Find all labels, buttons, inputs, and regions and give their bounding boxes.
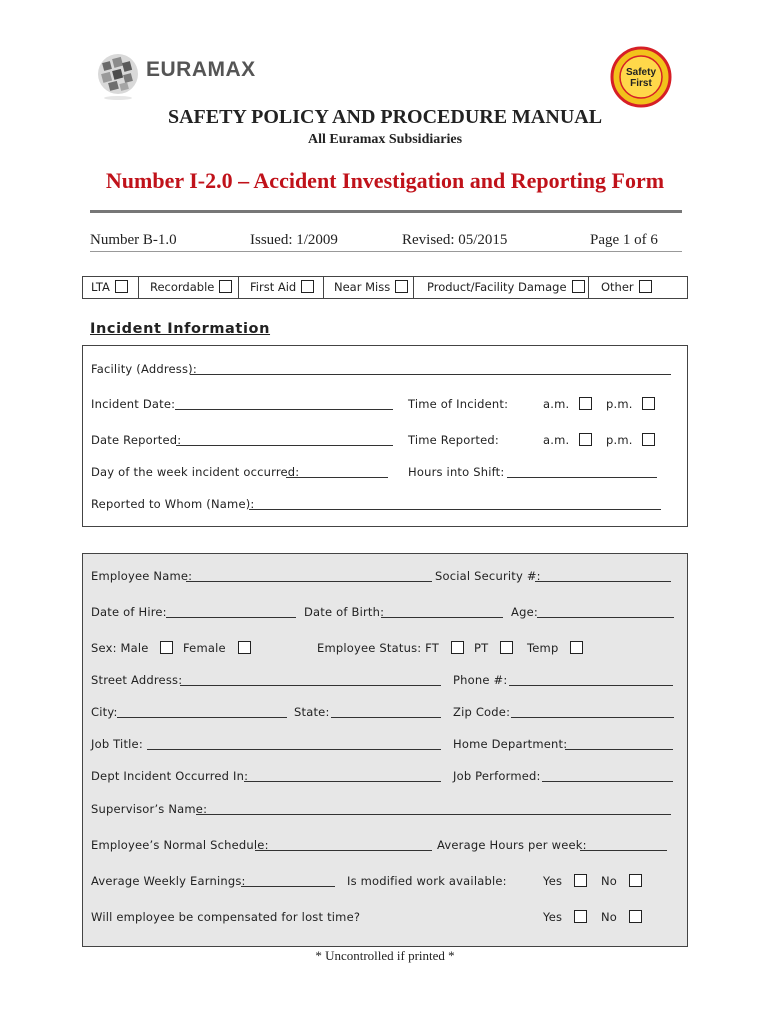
state-label: State: (294, 705, 330, 719)
page-number: Page 1 of 6 (590, 232, 658, 248)
female-label: Female (183, 641, 226, 655)
safety-badge-icon (610, 46, 672, 108)
logo-wordmark: EURAMAX (146, 58, 256, 81)
day-of-week-field[interactable] (286, 477, 388, 478)
job-performed-label: Job Performed: (453, 769, 541, 783)
no-label: No (601, 874, 618, 888)
cell-divider (413, 277, 414, 298)
meta-divider (90, 251, 682, 252)
category-label: First Aid (250, 280, 297, 294)
date-of-birth-field[interactable] (381, 617, 503, 618)
hours-into-shift-label: Hours into Shift: (408, 465, 505, 479)
compensated-no-option (601, 910, 642, 924)
supervisor-field[interactable] (196, 814, 671, 815)
lta-checkbox[interactable] (115, 280, 128, 293)
date-of-hire-label: Date of Hire: (91, 605, 167, 619)
temp-label: Temp (527, 641, 559, 655)
male-checkbox[interactable] (160, 641, 173, 654)
employee-status-label: Employee Status: FT (317, 641, 440, 655)
am-label: a.m. (543, 433, 570, 447)
reported-pm-checkbox[interactable] (642, 433, 655, 446)
uncontrolled-notice: * Uncontrolled if printed * (315, 948, 455, 963)
male-label: Sex: Male (91, 641, 149, 655)
category-label: Product/Facility Damage (427, 280, 567, 294)
home-department-label: Home Department: (453, 737, 568, 751)
compensated-no-checkbox[interactable] (629, 910, 642, 923)
modified-no-checkbox[interactable] (629, 874, 642, 887)
issued-date: Issued: 1/2009 (250, 232, 338, 248)
dept-incident-field[interactable] (244, 781, 441, 782)
reported-to-field[interactable] (249, 509, 661, 510)
age-field[interactable] (537, 617, 674, 618)
incident-pm-option (606, 397, 655, 411)
street-address-label: Street Address: (91, 673, 183, 687)
doc-number: Number B-1.0 (90, 232, 177, 248)
avg-earnings-label: Average Weekly Earnings: (91, 874, 246, 888)
time-reported-label: Time Reported: (408, 433, 499, 447)
incident-am-checkbox[interactable] (579, 397, 592, 410)
first-aid-checkbox[interactable] (301, 280, 314, 293)
employee-name-field[interactable] (186, 581, 432, 582)
form-title: Number I-2.0 – Accident Investigation and Reporting Form (105, 168, 665, 193)
reported-am-option (543, 433, 592, 447)
time-of-incident-label: Time of Incident: (408, 397, 509, 411)
yes-label: Yes (543, 910, 563, 924)
compensated-yes-option (543, 910, 587, 924)
job-title-label: Job Title: (91, 737, 143, 751)
zip-label: Zip Code: (453, 705, 511, 719)
street-address-field[interactable] (180, 685, 441, 686)
globe-icon (94, 50, 146, 102)
day-of-week-label: Day of the week incident occurred: (91, 465, 300, 479)
ssn-label: Social Security #: (435, 569, 541, 583)
avg-hours-label: Average Hours per week: (437, 838, 587, 852)
compensated-yes-checkbox[interactable] (574, 910, 587, 923)
facility-field[interactable] (190, 374, 671, 375)
manual-subtitle: All Euramax Subsidiaries (307, 132, 463, 147)
incident-am-option (543, 397, 592, 411)
incident-pm-checkbox[interactable] (642, 397, 655, 410)
incident-information-heading: Incident Information (90, 321, 271, 337)
category-recordable (150, 277, 232, 298)
date-reported-field[interactable] (176, 445, 393, 446)
female-checkbox[interactable] (238, 641, 251, 654)
supervisor-label: Supervisor’s Name: (91, 802, 208, 816)
pm-label: p.m. (606, 397, 633, 411)
category-label: Other (601, 280, 634, 294)
job-title-field[interactable] (147, 749, 441, 750)
category-label: Recordable (150, 280, 215, 294)
city-field[interactable] (117, 717, 287, 718)
cell-divider (138, 277, 139, 298)
pt-checkbox[interactable] (500, 641, 513, 654)
hours-into-shift-field[interactable] (507, 477, 657, 478)
am-label: a.m. (543, 397, 570, 411)
reported-pm-option (606, 433, 655, 447)
cell-divider (323, 277, 324, 298)
phone-field[interactable] (509, 685, 673, 686)
modified-work-label: Is modified work available: (347, 874, 507, 888)
incident-date-field[interactable] (175, 409, 393, 410)
cell-divider (238, 277, 239, 298)
phone-label: Phone #: (453, 673, 508, 687)
reported-am-checkbox[interactable] (579, 433, 592, 446)
incident-category-row (82, 276, 688, 299)
date-of-birth-label: Date of Birth: (304, 605, 385, 619)
avg-hours-field[interactable] (580, 850, 667, 851)
normal-schedule-label: Employee’s Normal Schedule: (91, 838, 269, 852)
category-label: Near Miss (334, 280, 391, 294)
badge-line2: First (630, 78, 652, 89)
date-reported-label: Date Reported: (91, 433, 182, 447)
safety-first-badge (610, 46, 672, 113)
city-label: City: (91, 705, 118, 719)
zip-field[interactable] (511, 717, 674, 718)
modified-yes-option (543, 874, 587, 888)
reported-to-label: Reported to Whom (Name): (91, 497, 255, 511)
female-option (183, 641, 251, 655)
avg-earnings-field[interactable] (241, 886, 335, 887)
category-product-facility-damage (427, 277, 585, 298)
compensated-label: Will employee be compensated for lost time? (91, 910, 361, 924)
modified-no-option (601, 874, 642, 888)
employee-name-label: Employee Name: (91, 569, 193, 583)
facility-label: Facility (Address): (91, 362, 197, 376)
date-of-hire-field[interactable] (166, 617, 296, 618)
cell-divider (588, 277, 589, 298)
category-near-miss (334, 277, 408, 298)
revised-date: Revised: 05/2015 (402, 232, 508, 248)
job-performed-field[interactable] (542, 781, 673, 782)
other-checkbox[interactable] (639, 280, 652, 293)
category-lta (91, 277, 128, 298)
pt-label: PT (474, 641, 489, 655)
near-miss-checkbox[interactable] (395, 280, 408, 293)
category-label: LTA (91, 280, 110, 294)
pm-label: p.m. (606, 433, 633, 447)
status-pt-option (474, 641, 513, 655)
no-label: No (601, 910, 618, 924)
home-department-field[interactable] (565, 749, 673, 750)
temp-checkbox[interactable] (570, 641, 583, 654)
category-other (601, 277, 652, 298)
status-temp-option (527, 641, 583, 655)
product-facility-damage-checkbox[interactable] (572, 280, 585, 293)
incident-date-label: Incident Date: (91, 397, 176, 411)
yes-label: Yes (543, 874, 563, 888)
badge-line1: Safety (625, 67, 657, 78)
category-first-aid (250, 277, 314, 298)
title-divider (90, 210, 682, 213)
modified-yes-checkbox[interactable] (574, 874, 587, 887)
normal-schedule-field[interactable] (255, 850, 432, 851)
age-label: Age: (511, 605, 538, 619)
state-field[interactable] (331, 717, 441, 718)
ssn-field[interactable] (535, 581, 671, 582)
ft-checkbox[interactable] (451, 641, 464, 654)
manual-title: SAFETY POLICY AND PROCEDURE MANUAL (167, 106, 603, 128)
status-ft-option (317, 641, 464, 655)
sex-male-option (91, 641, 173, 655)
dept-incident-label: Dept Incident Occurred In: (91, 769, 249, 783)
recordable-checkbox[interactable] (219, 280, 232, 293)
